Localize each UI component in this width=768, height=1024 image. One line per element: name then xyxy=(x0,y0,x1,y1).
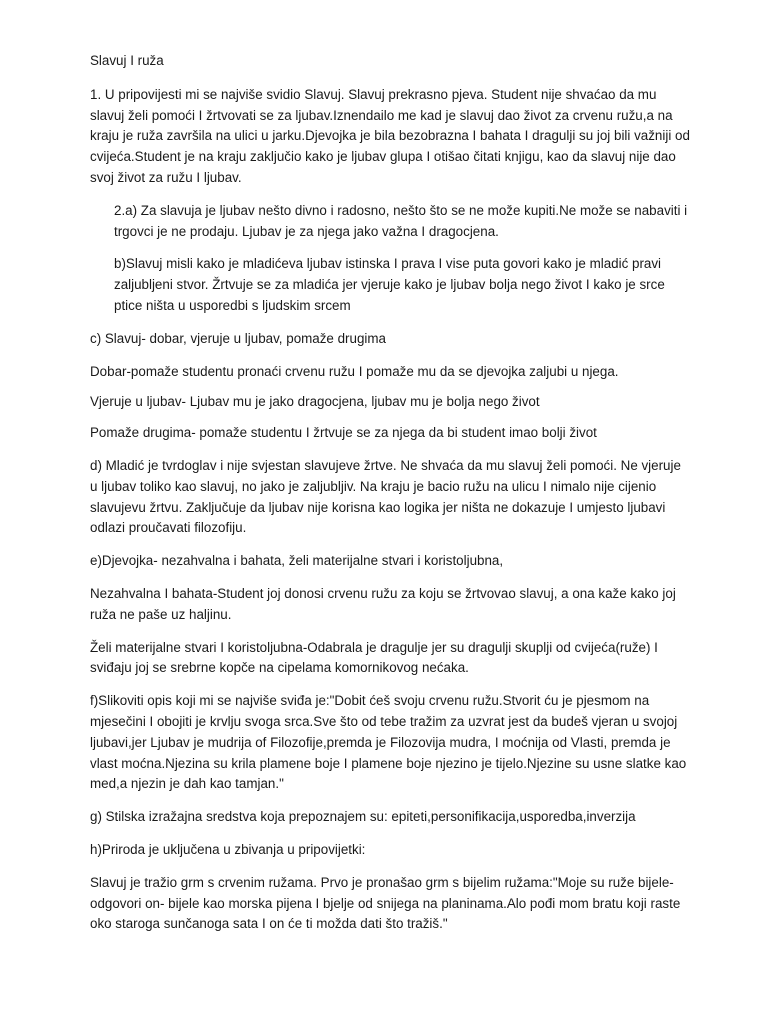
answer-e-nezahvalna-paragraph: Nezahvalna I bahata-Student joj donosi crvenu ružu za koju se žrtvovao slavuj, a ona kaže kako joj ruža ne paše uz haljinu. xyxy=(90,585,676,622)
answer-e-paragraph: e)Djevojka- nezahvalna i bahata, želi materijalne stvari i koristoljubna, xyxy=(90,553,504,569)
answer-g-paragraph: g) Stilska izražajna sredstva koja prepoznajem su: epiteti,personifikacija,usporedba,inverzija xyxy=(90,809,636,825)
answer-d-paragraph: d) Mladić je tvrdoglav i nije svjestan slavujeve žrtve. Ne shvaća da mu slavuj želi pomoći. Ne vjeruje u ljubav toliko kao slavuj, no jako je zaljubljiv. Na kraju je bacio ružu na ulicu I nimalo nije cijenio slavujevu žrtvu. Zaključuje da ljubav nije korisna kao logika jer ništa ne dokazuje I umjesto ljubavi odlazi proučavati filozofiju. xyxy=(90,457,681,536)
answer-c-vjeruje-paragraph: Vjeruje u ljubav- Ljubav mu je jako dragocjena, ljubav mu je bolja nego život xyxy=(90,394,540,410)
answer-1-paragraph: 1. U pripovijesti mi se najviše svidio Slavuj. Slavuj prekrasno pjeva. Student nije shvaćao da mu slavuj želi pomoći I žrtvovati se za ljubav.Iznendailo me kad je slavuj dao život za crvenu ružu,a na kraju je ruža završila na ulici u jarku.Djevojka je bila bezobrazna I bahata I dragulji su joj bili važniji od cvijeća.Student je na kraju zaključio kako je ljubav glupa I otišao čitati knjigu, kao da slavuj nije dao svoj život za ružu I ljubav. xyxy=(90,86,690,185)
answer-c-pomaze-paragraph: Pomaže drugima- pomaže studentu I žrtvuje se za njega da bi student imao bolji život xyxy=(90,425,597,441)
answer-h-quote-paragraph: Slavuj je tražio grm s crvenim ružama. Prvo je pronašao grm s bijelim ružama:"Moje su ruže bijele- odgovori on- bijele kao morska pijena I bjelje od snijega na planinama.Alo pođi mom bratu koji raste oko staroga sunčanoga sata I on će ti možda dati što tražiš." xyxy=(90,874,681,932)
document-title: Slavuj I ruža xyxy=(90,53,164,68)
answer-f-paragraph: f)Slikoviti opis koji mi se najviše sviđa je:"Dobit ćeš svoju crvenu ružu.Stvorit ću je pjesmom na mjesečini I obojiti je krvlju svoga srca.Sve što od tebe tražim za uzvrat jest da budeš vjeran u svojoj ljubavi,jer Ljubav je mudrija of Filozofije,premda je Filozovija mudra, I moćnija od Vlasti, premda je vlast moćna.Njezina su krila plamene boje I plamene boje njezino je tijelo.Njezine su usne slatke kao med,a njezin je dah kao tamjan." xyxy=(90,693,687,792)
answer-e-materijalne-paragraph: Želi materijalne stvari I koristoljubna-Odabrala je dragulje jer su dragulji skuplji od cvijeća(ruže) I sviđaju joj se srebrne kopče na cipelama komornikovog nećaka. xyxy=(90,639,658,676)
answer-c-paragraph: c) Slavuj- dobar, vjeruje u ljubav, pomaže drugima xyxy=(90,330,386,346)
answer-2a-paragraph: 2.a) Za slavuja je ljubav nešto divno i radosno, nešto što se ne može kupiti.Ne može se nabaviti i trgovci je ne prodaju. Ljubav je za njega jako važna I dragocjena. xyxy=(114,202,688,239)
answer-h-paragraph: h)Priroda je uključena u zbivanja u pripovijetki: xyxy=(90,841,366,857)
answer-2b-paragraph: b)Slavuj misli kako je mladićeva ljubav istinska I prava I vise puta govori kako je mladić pravi zaljubljeni stvor. Žrtvuje se za mladića jer vjeruje kako je ljubav bolja nego život I kako je srce ptice ništa u usporedbi s ljudskim srcem xyxy=(114,256,665,313)
answer-c-dobar-paragraph: Dobar-pomaže studentu pronaći crvenu ružu I pomaže mu da se djevojka zaljubi u njega. xyxy=(90,363,619,379)
